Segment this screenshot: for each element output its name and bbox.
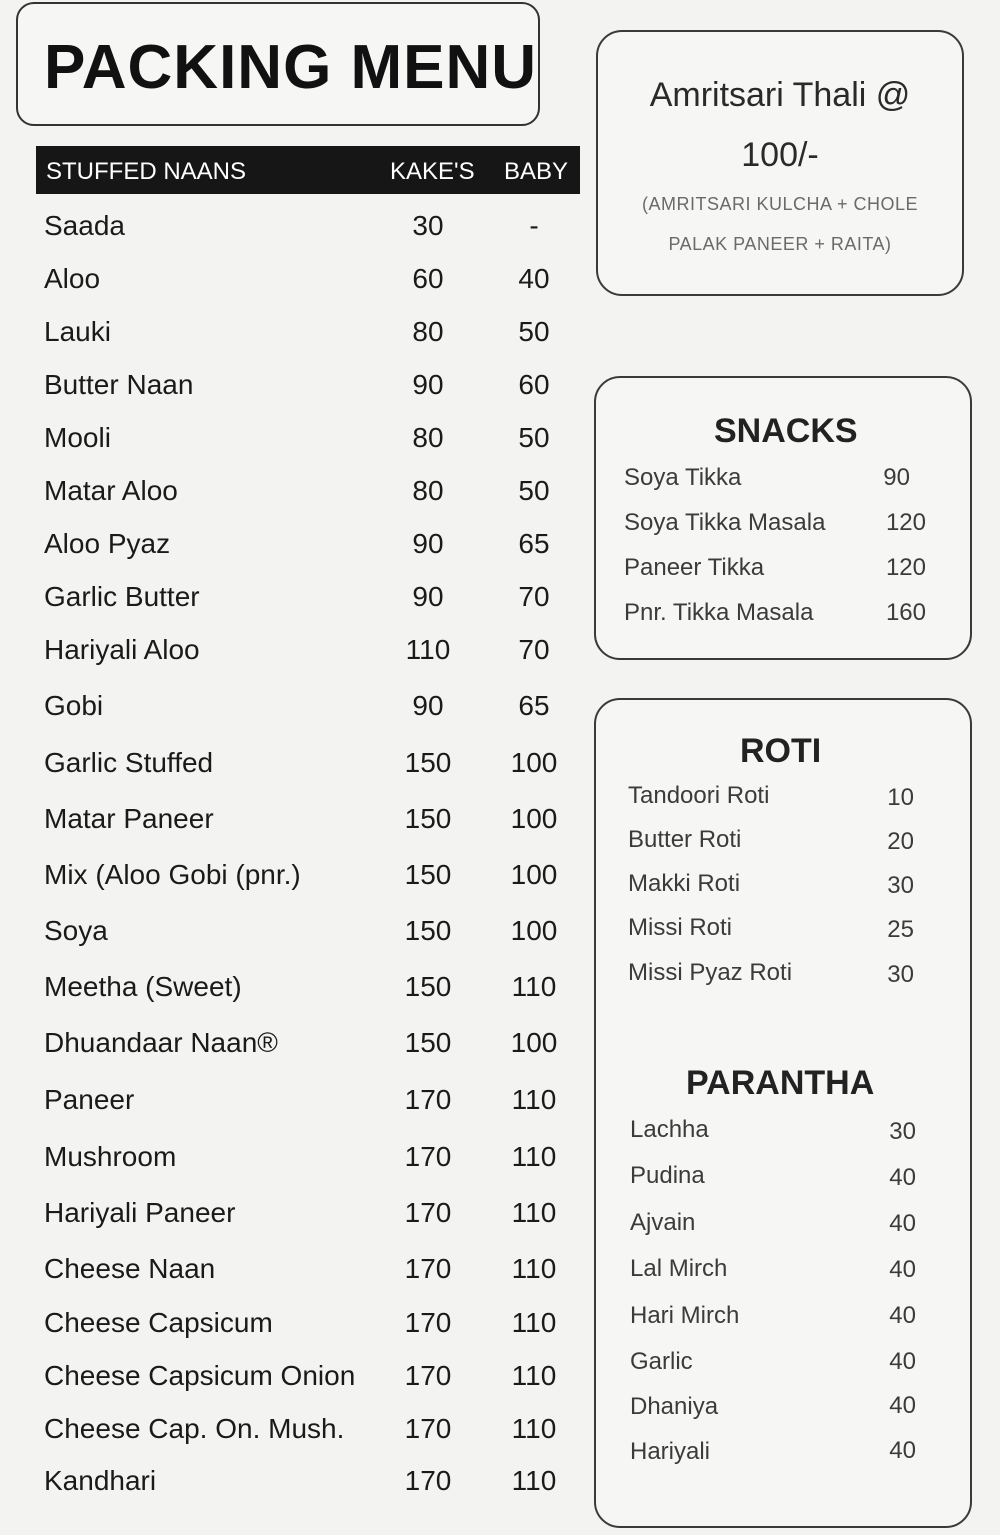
naan-name: Cheese Capsicum <box>44 1307 273 1338</box>
parantha-name: Lal Mirch <box>630 1255 728 1282</box>
roti-price: 30 <box>887 872 914 899</box>
naan-kakes-price: 170 <box>404 1197 452 1228</box>
naan-kakes-price: 80 <box>412 422 444 453</box>
parantha-price: 40 <box>889 1348 916 1375</box>
naan-kakes-price: 80 <box>412 316 444 347</box>
naan-name: Lauki <box>44 316 111 347</box>
naan-row <box>36 1074 580 1124</box>
naan-kakes-price: 170 <box>404 1084 452 1115</box>
naan-kakes-price: 170 <box>404 1253 452 1284</box>
naan-baby-price: 110 <box>511 1141 557 1172</box>
parantha-price: 40 <box>889 1437 916 1464</box>
naan-baby-price: 110 <box>511 1307 557 1338</box>
naan-name: Gobi <box>44 690 104 721</box>
header-kakes: KAKE'S <box>390 158 475 185</box>
naan-name: Meetha (Sweet) <box>44 971 242 1002</box>
naan-row <box>36 1131 580 1181</box>
parantha-price: 40 <box>889 1164 916 1191</box>
naan-name: Matar Aloo <box>44 475 178 506</box>
naan-kakes-price: 150 <box>404 859 452 890</box>
naan-row <box>36 571 580 621</box>
naan-baby-price: - <box>529 210 539 241</box>
naan-baby-price: 100 <box>510 1027 558 1058</box>
naan-kakes-price: 150 <box>404 747 452 778</box>
roti-name: Makki Roti <box>628 870 741 897</box>
thali-box <box>596 30 964 296</box>
naan-baby-price: 100 <box>510 747 558 778</box>
naan-name: Hariyali Paneer <box>44 1197 236 1228</box>
naan-baby-price: 50 <box>518 475 550 506</box>
naan-row <box>36 1187 580 1237</box>
thali-contents-line1: (AMRITSARI KULCHA + CHOLE <box>641 194 919 214</box>
naan-row <box>36 793 580 843</box>
naan-name: Cheese Capsicum Onion <box>44 1360 356 1391</box>
naan-row <box>36 1297 580 1347</box>
naan-name: Kandhari <box>44 1465 157 1496</box>
naan-baby-price: 40 <box>518 263 550 294</box>
roti-name: Butter Roti <box>628 826 742 853</box>
naan-name: Mushroom <box>44 1141 177 1172</box>
roti-price: 10 <box>887 784 914 811</box>
parantha-name: Lachha <box>630 1116 709 1143</box>
naan-baby-price: 50 <box>518 316 550 347</box>
naan-baby-price: 100 <box>510 915 558 946</box>
naan-name: Soya <box>44 915 108 946</box>
naan-row <box>36 905 580 955</box>
snack-price: 120 <box>885 509 926 536</box>
naan-name: Garlic Butter <box>44 581 200 612</box>
naan-name: Aloo <box>44 263 101 294</box>
parantha-name: Pudina <box>630 1162 705 1189</box>
naan-row <box>36 961 580 1011</box>
snack-price: 90 <box>883 464 910 491</box>
roti-price: 20 <box>887 828 914 855</box>
snack-name: Paneer Tikka <box>624 554 765 581</box>
naan-name: Mooli <box>44 422 111 453</box>
naan-kakes-price: 150 <box>404 803 452 834</box>
snack-price: 160 <box>885 599 926 626</box>
snacks-box <box>594 376 972 660</box>
parantha-price: 30 <box>889 1118 916 1145</box>
naan-baby-price: 70 <box>518 581 550 612</box>
roti-price: 25 <box>887 916 914 943</box>
naan-baby-price: 100 <box>510 803 558 834</box>
naan-row <box>36 465 580 515</box>
naan-kakes-price: 90 <box>412 369 444 400</box>
naan-row <box>36 359 580 409</box>
naan-kakes-price: 150 <box>404 971 452 1002</box>
thali-contents-line2: PALAK PANEER + RAITA) <box>668 234 892 254</box>
naan-row <box>36 624 580 674</box>
naan-baby-price: 70 <box>518 634 550 665</box>
naan-baby-price: 110 <box>511 1360 557 1391</box>
naan-name: Mix (Aloo Gobi (pnr.) <box>44 859 301 890</box>
parantha-name: Dhaniya <box>630 1393 719 1420</box>
naan-kakes-price: 170 <box>404 1307 452 1338</box>
page-title: PACKING MENU <box>44 33 538 102</box>
roti-parantha-box <box>594 698 972 1528</box>
snack-name: Pnr. Tikka Masala <box>624 599 814 626</box>
naan-row <box>36 737 580 787</box>
naan-kakes-price: 90 <box>412 528 444 559</box>
naan-baby-price: 50 <box>518 422 550 453</box>
naan-baby-price: 110 <box>511 1197 557 1228</box>
parantha-name: Ajvain <box>630 1209 696 1236</box>
naan-row <box>36 518 580 568</box>
naan-row <box>36 849 580 899</box>
roti-price: 30 <box>887 961 914 988</box>
roti-title: ROTI <box>740 732 822 770</box>
naan-name: Cheese Naan <box>44 1253 216 1284</box>
parantha-price: 40 <box>889 1256 916 1283</box>
naan-baby-price: 60 <box>518 369 550 400</box>
naan-name: Paneer <box>44 1084 135 1115</box>
naan-name: Hariyali Aloo <box>44 634 200 665</box>
naan-baby-price: 110 <box>511 1465 557 1496</box>
parantha-title: PARANTHA <box>686 1064 875 1102</box>
parantha-price: 40 <box>889 1302 916 1329</box>
naan-name: Butter Naan <box>44 369 194 400</box>
naan-baby-price: 65 <box>518 528 550 559</box>
naan-baby-price: 110 <box>511 1253 557 1284</box>
naan-name: Garlic Stuffed <box>44 747 214 778</box>
header-baby: BABY <box>504 158 569 185</box>
naan-kakes-price: 150 <box>404 915 452 946</box>
naan-name: Saada <box>44 210 125 241</box>
naan-row <box>36 1403 580 1453</box>
parantha-name: Hariyali <box>630 1438 711 1465</box>
naan-row <box>36 1017 580 1067</box>
thali-title: Amritsari Thali @ <box>649 76 911 114</box>
parantha-price: 40 <box>889 1210 916 1237</box>
naan-kakes-price: 90 <box>412 690 444 721</box>
naan-baby-price: 65 <box>518 690 550 721</box>
naan-name: Aloo Pyaz <box>44 528 171 559</box>
naan-row <box>36 1243 580 1293</box>
naan-baby-price: 110 <box>511 1084 557 1115</box>
roti-name: Missi Pyaz Roti <box>628 959 793 986</box>
naan-kakes-price: 30 <box>412 210 444 241</box>
naan-kakes-price: 110 <box>405 634 451 665</box>
naan-row <box>36 1350 580 1400</box>
naan-row <box>36 200 580 250</box>
parantha-price: 40 <box>889 1392 916 1419</box>
roti-name: Missi Roti <box>628 914 733 941</box>
naan-kakes-price: 170 <box>404 1360 452 1391</box>
naan-baby-price: 100 <box>510 859 558 890</box>
parantha-name: Hari Mirch <box>630 1302 740 1329</box>
naan-kakes-price: 170 <box>404 1465 452 1496</box>
roti-name: Tandoori Roti <box>628 782 770 809</box>
naan-kakes-price: 170 <box>404 1413 452 1444</box>
naan-row <box>36 1455 580 1505</box>
thali-price: 100/- <box>741 136 819 174</box>
naan-baby-price: 110 <box>511 1413 557 1444</box>
naan-row <box>36 253 580 303</box>
header-stuffed-naans: STUFFED NAANS <box>46 158 247 185</box>
naan-kakes-price: 80 <box>412 475 444 506</box>
naan-name: Matar Paneer <box>44 803 214 834</box>
naan-row <box>36 680 580 730</box>
naan-name: Cheese Cap. On. Mush. <box>44 1413 345 1444</box>
naan-kakes-price: 60 <box>412 263 444 294</box>
naan-kakes-price: 90 <box>412 581 444 612</box>
title-box <box>16 2 540 126</box>
naan-row <box>36 306 580 356</box>
parantha-name: Garlic <box>630 1348 693 1375</box>
stuffed-naans-header <box>36 146 580 194</box>
snack-name: Soya Tikka Masala <box>624 509 826 536</box>
naan-name: Dhuandaar Naan® <box>44 1027 278 1058</box>
snacks-title: SNACKS <box>714 412 858 450</box>
naan-baby-price: 110 <box>511 971 557 1002</box>
naan-kakes-price: 170 <box>404 1141 452 1172</box>
naan-kakes-price: 150 <box>404 1027 452 1058</box>
snack-price: 120 <box>885 554 926 581</box>
naan-row <box>36 412 580 462</box>
snack-name: Soya Tikka <box>624 464 742 491</box>
